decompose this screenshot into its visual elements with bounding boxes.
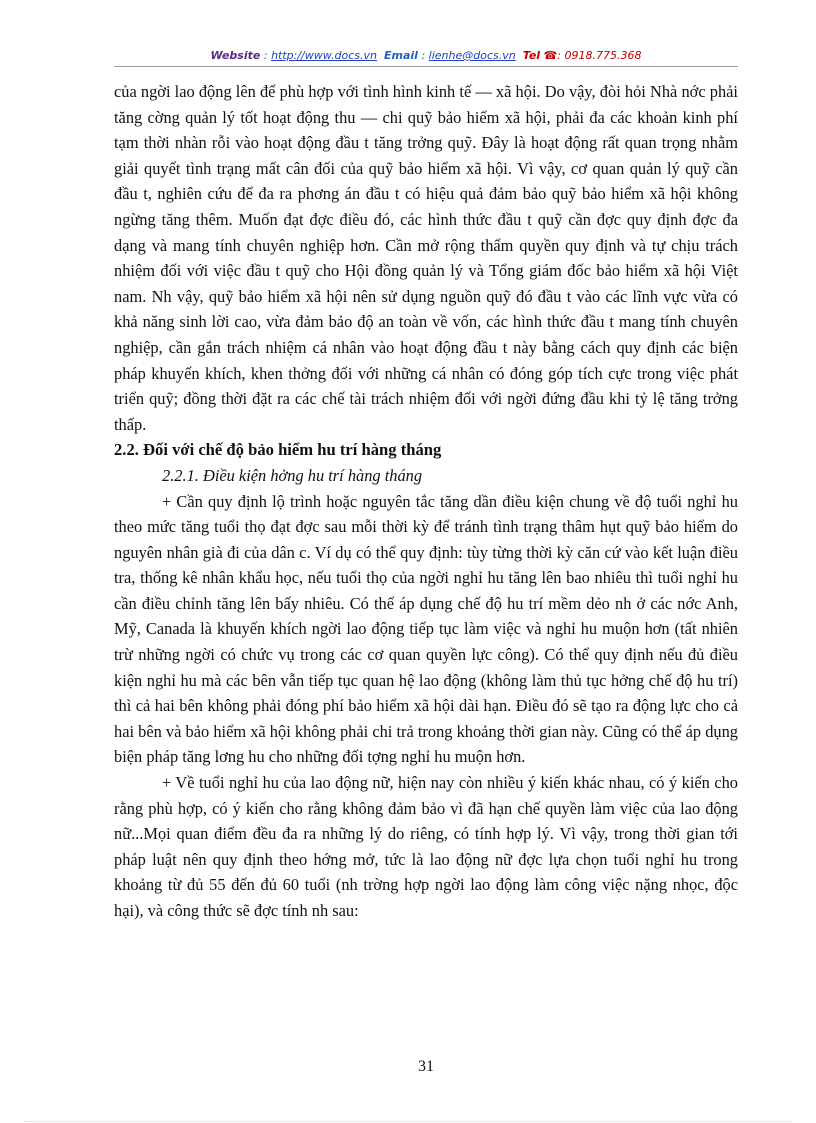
section-heading: 2.2. Đối với chế độ bảo hiểm hu trí hàng tháng [114,440,442,460]
document-body [114,79,738,924]
email-separator: : [417,49,429,62]
body-paragraph: + Về tuổi nghỉ hu của lao động nữ, hiện nay còn nhiều ý kiến khác nhau, có ý kiến cho rằng phù hợp, có ý kiến cho rằng không đảm bảo vì đã hạn chế quyền làm việc của lao động nữ...Mọi quan điểm đều đa ra những lý do riêng, có tính hợp lý. Vì vậy, trong thời gian tới pháp luật nên quy định theo hớng mở, tức là lao động nữ đợc lựa chọn tuổi nghỉ hu trong khoảng từ đủ 55 đến đủ 60 tuổi (nh trờng hợp ngời lao động làm công việc nặng nhọc, độc hại), và công thức sẽ đợc tính nh sau: [114,773,738,920]
website-separator: : [260,49,272,62]
page-number: 31 [418,1058,434,1075]
email-label: Email [384,49,418,62]
subsection-heading: 2.2.1. Điều kiện hởng hu trí hàng tháng [162,465,423,485]
phone-icon: ☎ [543,49,558,62]
body-paragraph: + Cần quy định lộ trình hoặc nguyên tắc tăng dần điều kiện chung về độ tuổi nghỉ hu theo mức tăng tuổi thọ đạt đợc sau mỗi thời kỳ để tránh tình trạng thâm hụt quỹ bảo hiểm do nguyên nhân già đi của dân c. Ví dụ có thể quy định: tùy từng thời kỳ căn cứ vào kết luận điều tra, thống kê nhân khẩu học, nếu tuổi thọ của ngời nghỉ hu tăng lên bao nhiêu thì tuổi nghỉ hu cần điều chỉnh tăng lên bấy nhiêu. Có thể áp dụng chế độ hu trí mềm dẻo nh ở các nớc Anh, Mỹ, Canada là khuyến khích ngời lao động tiếp tục làm việc và nghỉ hu muộn hơn (tất nhiên trừ những ngời có chức vụ trong các cơ quan quyền lực công). Có thể quy định nếu đủ điều kiện nghỉ hu mà các bên vẫn tiếp tục quan hệ lao động (không làm thủ tục hởng chế độ hu trí) thì cả hai bên không phải đóng phí bảo hiểm xã hội dài hạn. Điều đó sẽ tạo ra động lực cho cả hai bên và bảo hiểm xã hội không phải chi trả trong khoảng thời gian này. Cũng có thể áp dụng biện pháp tăng lơng hu cho những đối tợng nghỉ hu muộn hơn. [114,491,738,767]
page-header [114,46,738,66]
body-paragraph: của ngời lao động lên để phù hợp với tình hình kinh tế — xã hội. Do vậy, đòi hỏi Nhà nớc phải tăng cờng quản lý tốt hoạt động thu — chi quỹ bảo hiểm xã hội, phải đa các khoản kinh phí tạm thời nhàn rỗi vào hoạt động đầu t tăng trởng quỹ. Đây là hoạt động rất quan trọng nhằm giải quyết tình trạng mất cân đối của quỹ bảo hiểm xã hội. Vì vậy, cơ quan quản lý quỹ cần đầu t, nghiên cứu để đa ra phơng án đầu t có hiệu quả đảm bảo quỹ bảo hiểm xã hội không ngừng tăng thêm. Muốn đạt đợc điều đó, các hình thức đầu t quỹ cần đợc quy định đợc đa dạng và mang tính chuyên nghiệp hơn. Cần mở rộng thẩm quyền quy định và tự chịu trách nhiệm đối với việc đầu t quỹ cho Hội đồng quản lý và Tổng giám đốc bảo hiểm xã hội Việt nam. Nh vậy, quỹ bảo hiểm xã hội nên sử dụng nguồn quỹ đó đầu t vào các lĩnh vực vừa có khả năng sinh lời cao, vừa đảm bảo độ an toàn về vốn, các hình thức đầu t mang tính chuyên nghiệp, cần gắn trách nhiệm cá nhân vào hoạt động đầu t này bằng cách quy định các biện pháp khuyến khích, khen thởng đối với những cá nhân có đóng góp tích cực trong việc phát triển quỹ; đồng thời đặt ra các chế tài trách nhiệm đối với ngời đứng đầu khi tỷ lệ tăng trởng thấp. [114,82,738,434]
website-link[interactable]: http://www.docs.vn [271,49,378,62]
tel-number: : 0918.775.368 [557,49,642,62]
tel-label: Tel [522,49,541,62]
page-bottom-border [24,1121,794,1122]
website-label: Website [210,49,261,62]
header-divider [114,66,738,67]
email-link[interactable]: lienhe@docs.vn [428,49,516,62]
